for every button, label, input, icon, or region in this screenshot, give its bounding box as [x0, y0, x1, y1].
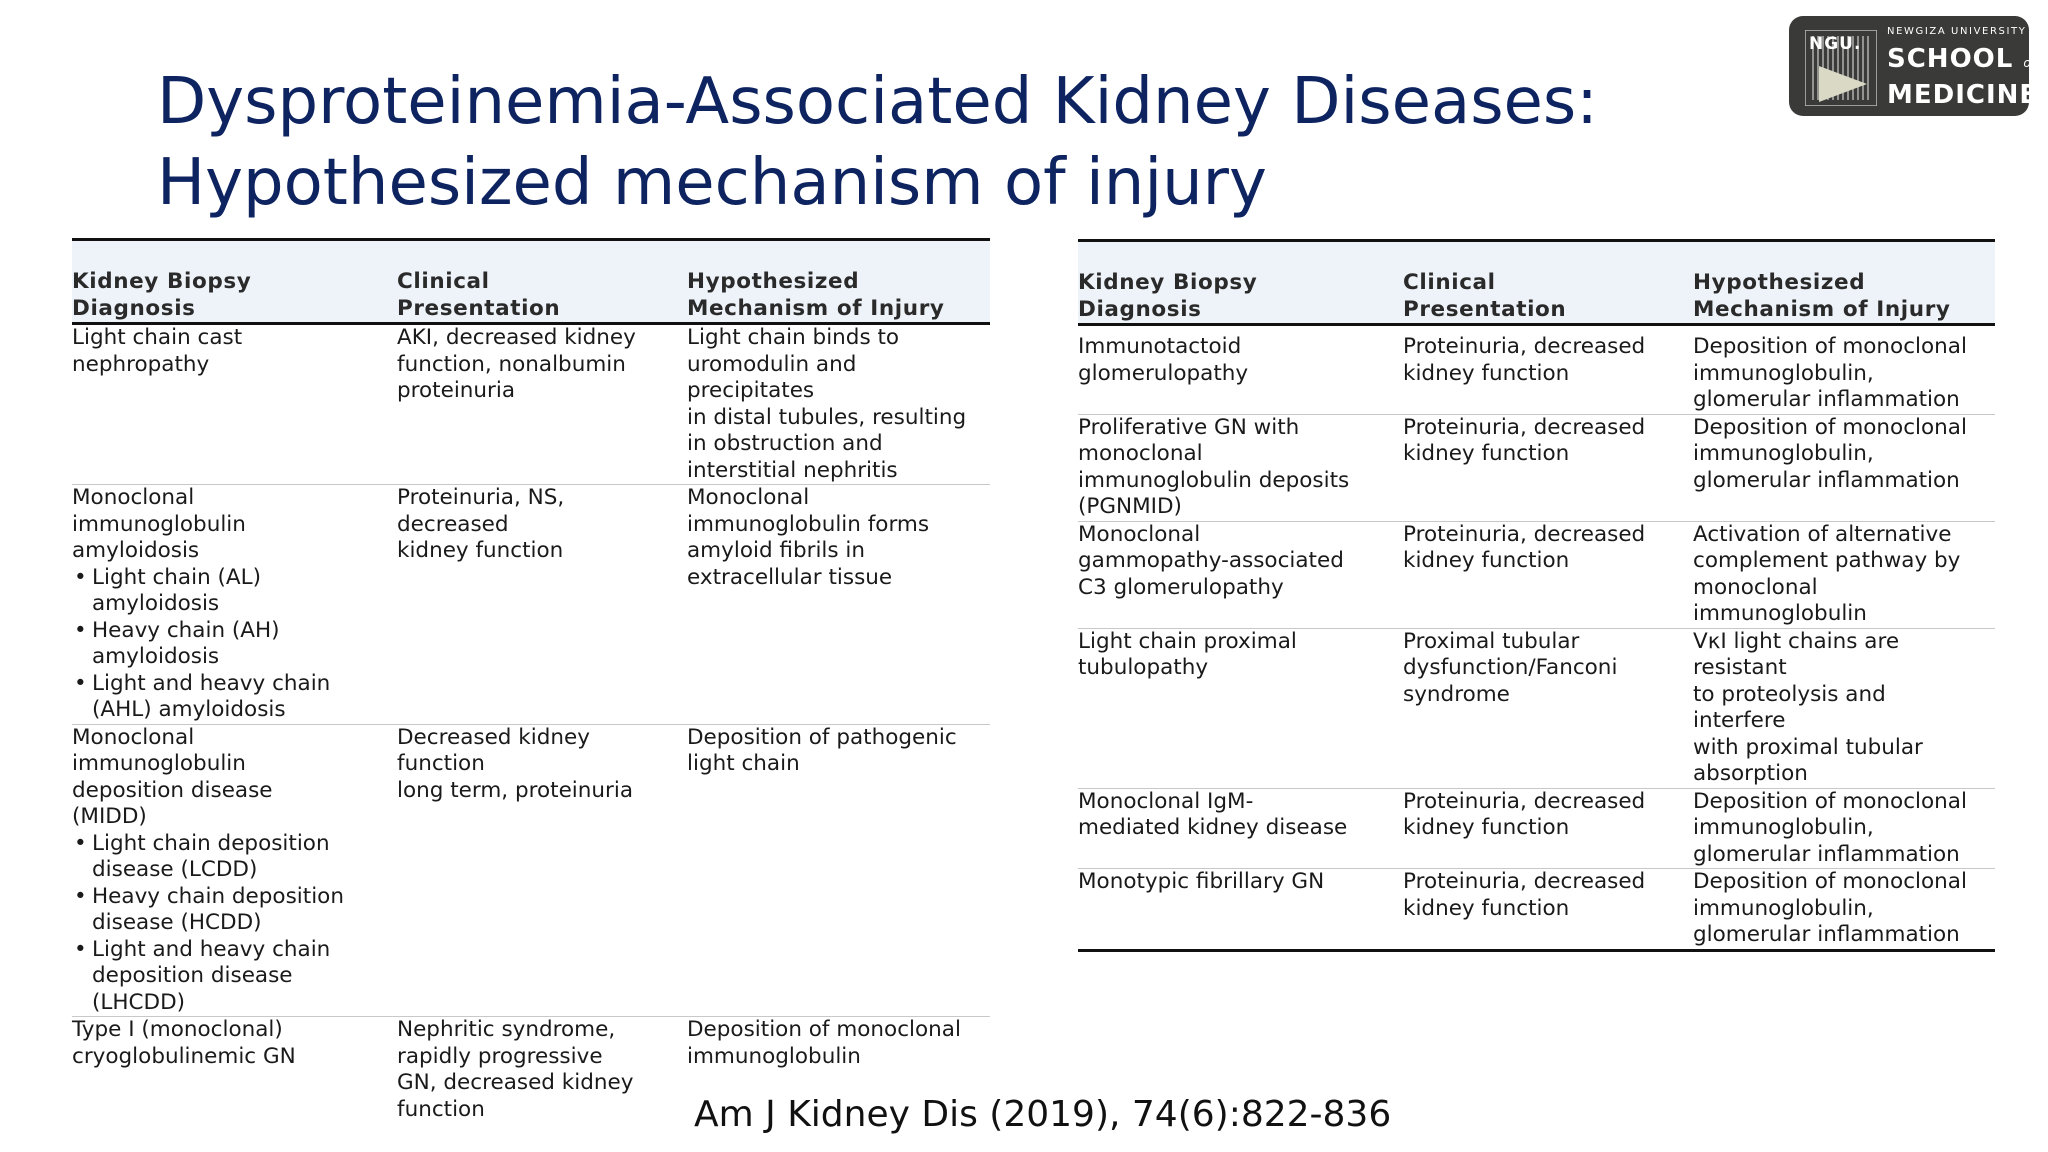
- header-mechanism: Hypothesized Mechanism of Injury: [1693, 241, 1995, 325]
- logo-of: of: [2023, 56, 2037, 70]
- list-item: • Light chain deposition disease (LCDD): [72, 831, 397, 884]
- diagnosis-cell: [72, 485, 397, 725]
- left-table-header-row: [72, 240, 990, 324]
- diagnosis-text: Monoclonal immunoglobulin deposition disease (MIDD): [72, 724, 273, 829]
- header-diagnosis: Kidney Biopsy Diagnosis: [72, 240, 397, 324]
- presentation-cell: Proteinuria, decreased kidney function: [1403, 325, 1693, 415]
- university-logo: [1789, 16, 2039, 116]
- logo-university: NEWGIZA UNIVERSITY: [1887, 26, 2027, 37]
- presentation-cell: Proteinuria, decreased kidney function: [1403, 869, 1693, 951]
- list-item: • Heavy chain (AH) amyloidosis: [72, 618, 397, 671]
- diagnosis-cell: [72, 724, 397, 1017]
- table-row: [1078, 414, 1995, 521]
- diagnosis-cell: Monoclonal gammopathy-associated C3 glomerulopathy: [1078, 521, 1403, 628]
- table-row: [1078, 521, 1995, 628]
- list-item: • Heavy chain deposition disease (HCDD): [72, 884, 397, 937]
- mechanism-cell: Activation of alternative complement pathway by monoclonal immunoglobulin: [1693, 521, 1995, 628]
- diagnosis-cell: Immunotactoid glomerulopathy: [1078, 325, 1403, 415]
- presentation-cell: Proteinuria, decreased kidney function: [1403, 521, 1693, 628]
- diagnosis-cell: Light chain proximal tubulopathy: [1078, 628, 1403, 788]
- diagnosis-cell: Proliferative GN with monoclonal immunoglobulin deposits (PGNMID): [1078, 414, 1403, 521]
- mechanism-cell: Deposition of pathogenic light chain: [687, 724, 990, 1017]
- list-item: • Light and heavy chain (AHL) amyloidosis: [72, 671, 397, 724]
- table-row: [1078, 628, 1995, 788]
- table-row: [72, 724, 990, 1017]
- table-row: [1078, 869, 1995, 951]
- subtype-list: [72, 831, 397, 1017]
- diagnosis-cell: Type I (monoclonal) cryoglobulinemic GN: [72, 1017, 296, 1069]
- citation: Am J Kidney Dis (2019), 74(6):822-836: [694, 1094, 1392, 1135]
- mechanism-cell: Deposition of monoclonal immunoglobulin: [687, 1017, 961, 1069]
- mechanism-cell: Deposition of monoclonal immunoglobulin, glomerular inflammation: [1693, 788, 1995, 869]
- presentation-cell: Proteinuria, decreased kidney function: [1403, 788, 1693, 869]
- header-presentation: Clinical Presentation: [1403, 241, 1693, 325]
- table-row: [72, 324, 990, 485]
- list-item: • Light chain (AL) amyloidosis: [72, 565, 397, 618]
- table-row: [1078, 788, 1995, 869]
- diagnosis-text: Monoclonal immunoglobulin amyloidosis: [72, 485, 246, 563]
- diagnosis-cell: Light chain cast nephropathy: [72, 324, 397, 485]
- header-presentation: Clinical Presentation: [397, 240, 687, 324]
- logo-school: [1887, 44, 2037, 78]
- slide-title-line2: Hypothesized mechanism of injury: [157, 146, 1267, 220]
- presentation-cell: Decreased kidney function long term, proteinuria: [397, 724, 687, 1017]
- right-table-header-row: [1078, 241, 1995, 325]
- mechanism-cell: Monoclonal immunoglobulin forms amyloid fibrils in extracellular tissue: [687, 485, 990, 725]
- logo-mark-text: NGU.: [1809, 34, 1862, 54]
- presentation-cell: AKI, decreased kidney function, nonalbumin proteinuria: [397, 324, 687, 485]
- right-table: [1078, 239, 1995, 952]
- presentation-cell: Proteinuria, decreased kidney function: [1403, 414, 1693, 521]
- logo-medicine: MEDICINE: [1887, 80, 2039, 110]
- list-item: • Light and heavy chain deposition disease (LHCDD): [72, 937, 397, 1017]
- mechanism-cell: Deposition of monoclonal immunoglobulin, glomerular inflammation: [1693, 325, 1995, 415]
- diagnosis-cell: Monotypic fibrillary GN: [1078, 869, 1403, 951]
- slide-title-line1: Dysproteinemia-Associated Kidney Diseases:: [157, 65, 1598, 139]
- presentation-cell: Proteinuria, NS, decreased kidney function: [397, 485, 687, 725]
- subtype-list: [72, 565, 397, 724]
- left-table: [72, 238, 990, 1123]
- header-mechanism: Hypothesized Mechanism of Injury: [687, 240, 990, 324]
- header-diagnosis: Kidney Biopsy Diagnosis: [1078, 241, 1403, 325]
- table-row: [1078, 325, 1995, 415]
- logo-school-word: SCHOOL: [1887, 44, 2014, 74]
- presentation-cell: Proximal tubular dysfunction/Fanconi syndrome: [1403, 628, 1693, 788]
- mechanism-cell: Deposition of monoclonal immunoglobulin, glomerular inflammation: [1693, 414, 1995, 521]
- mechanism-cell: VκI light chains are resistant to proteolysis and interfere with proximal tubular absorption: [1693, 628, 1995, 788]
- mechanism-cell: Light chain binds to uromodulin and precipitates in distal tubules, resulting in obstruction and interstitial nephritis: [687, 324, 990, 485]
- table-row: [72, 485, 990, 725]
- slide-title: [157, 62, 1598, 224]
- mechanism-cell: Deposition of monoclonal immunoglobulin, glomerular inflammation: [1693, 869, 1995, 951]
- diagnosis-cell: Monoclonal IgM- mediated kidney disease: [1078, 788, 1403, 869]
- presentation-cell: Nephritic syndrome, rapidly progressive GN, decreased kidney function: [397, 1017, 634, 1122]
